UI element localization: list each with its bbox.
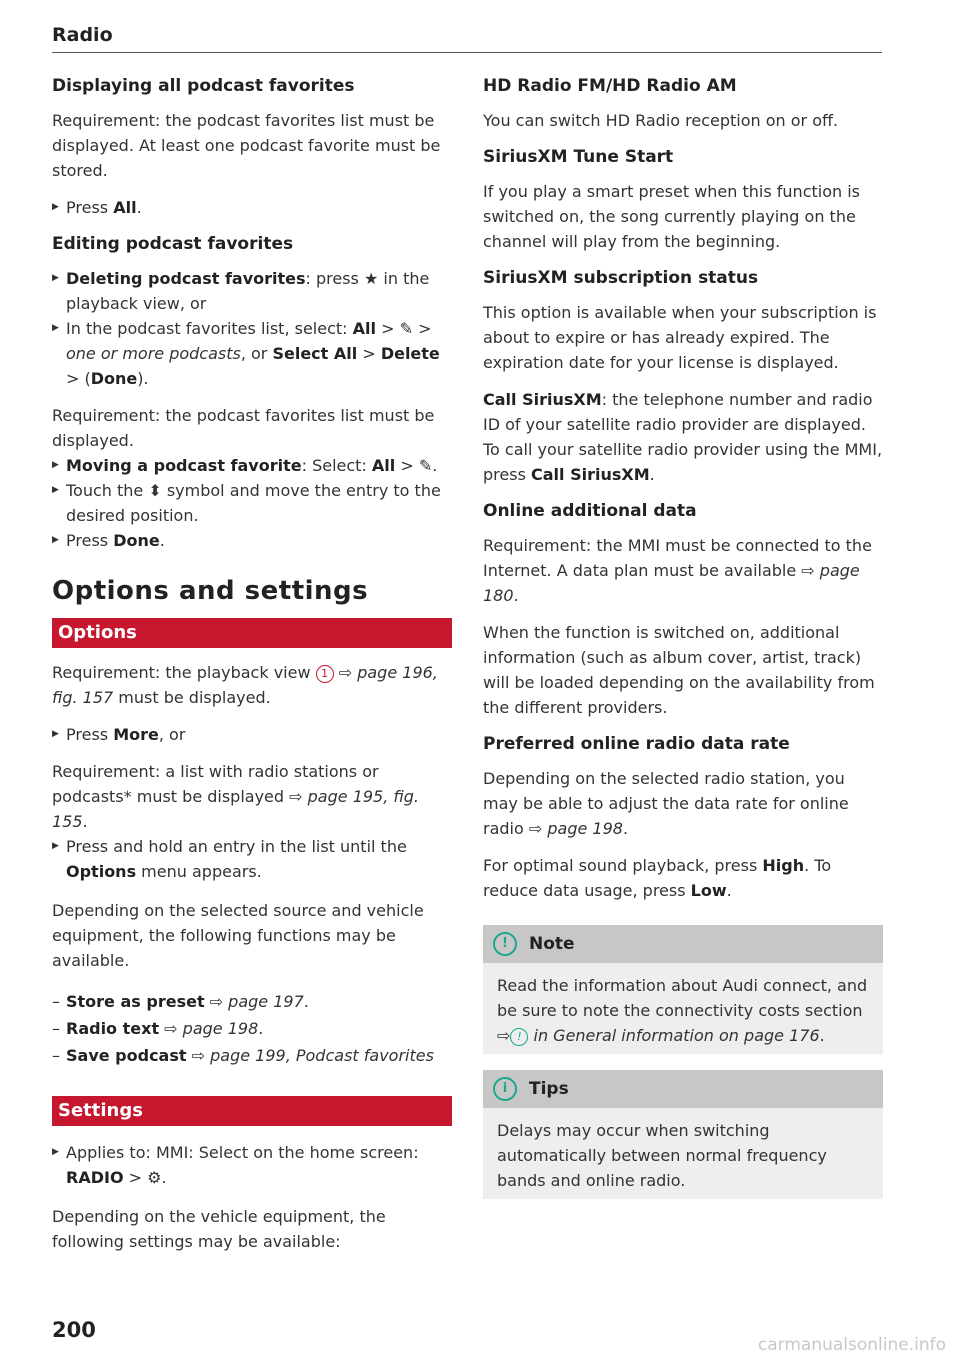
note-icon: ! [493, 932, 517, 956]
paragraph-data-rate: Depending on the selected radio station, you may be able to adjust the data rate for online radio ⇨ page 198. [483, 769, 849, 838]
note-body: Read the information about Audi connect, and be sure to note the connectivity costs section ⇨ ! in General information on page 176. [483, 963, 883, 1054]
paragraph-subscription: This option is available when your subscription is about to expire or has already expired. The expiration date for your license is displayed. [483, 303, 877, 372]
step-press-hold: ▶ Press and hold an entry in the list until the Options menu appears. [52, 834, 452, 884]
paragraph-display-req: Requirement: the podcast favorites list must be displayed. At least one podcast favorite must be stored. [52, 111, 441, 180]
step-touch: ▶ Touch the ⬍ symbol and move the entry to the desired position. [52, 478, 452, 528]
right-column [483, 72, 883, 1199]
item-radio-text: – Radio text ⇨ page 198. [52, 1016, 452, 1041]
tips-icon: i [493, 1077, 517, 1101]
gear-icon: ⚙ [147, 1168, 162, 1187]
paragraph-optimal: For optimal sound playback, press High. To reduce data usage, press Low. [483, 856, 832, 900]
step-applies: ▶ Applies to: MMI: Select on the home screen: RADIO > ⚙. [52, 1140, 452, 1190]
heading-data-rate: Preferred online radio data rate [483, 734, 790, 754]
paragraph-playback-req: Requirement: the playback view 1 ⇨ page 196, fig. 157 must be displayed. [52, 663, 438, 707]
options-bar: Options [52, 618, 452, 648]
paragraph-online-req: Requirement: the MMI must be connected to the Internet. A data plan must be available ⇨ page 180. [483, 536, 872, 605]
heading-display-favorites: Displaying all podcast favorites [52, 76, 355, 96]
step-press-all: ▶ Press All. [52, 195, 452, 220]
tips-body: Delays may occur when switching automatically between normal frequency bands and online radio. [483, 1108, 883, 1199]
note-header: ! Note [483, 925, 883, 963]
heading-tune-start: SiriusXM Tune Start [483, 147, 674, 167]
heading-subscription: SiriusXM subscription status [483, 268, 759, 288]
paragraph-list-req: Requirement: the podcast favorites list must be displayed. [52, 406, 435, 450]
paragraph-tune: If you play a smart preset when this function is switched on, the song currently playing on the channel will play from the beginning. [483, 182, 861, 251]
page-number: 200 [52, 1318, 96, 1342]
heading-online-data: Online additional data [483, 501, 697, 521]
callout-1-icon: 1 [316, 665, 334, 683]
watermark: carmanualsonline.info [757, 1335, 946, 1355]
paragraph-list2-req: Requirement: a list with radio stations or podcasts* must be displayed ⇨ page 195, fig. 155. [52, 762, 419, 831]
page-header [52, 24, 882, 53]
section-title: Options and settings [52, 576, 369, 606]
step-moving: ▶ Moving a podcast favorite: Select: All > ✎. [52, 453, 452, 478]
step-delete: ▶ Deleting podcast favorites: press ★ in the playback view, or [52, 266, 452, 316]
paragraph-call: Call SiriusXM: the telephone number and radio ID of your satellite radio provider are displayed. To call your satellite radio provider using the MMI, press Call SiriusXM. [483, 390, 883, 484]
item-store-preset: – Store as preset ⇨ page 197. [52, 989, 452, 1014]
tips-header: i Tips [483, 1070, 883, 1108]
heading-edit-favorites: Editing podcast favorites [52, 234, 294, 254]
paragraph-hd: You can switch HD Radio reception on or off. [483, 111, 839, 130]
note-box [483, 925, 883, 1054]
tips-box [483, 1070, 883, 1199]
step-list-select: ▶ In the podcast favorites list, select: All > ✎ > one or more podcasts, or Select All > Delete > (Done). [52, 316, 452, 391]
paragraph-depending: Depending on the selected source and vehicle equipment, the following functions may be available. [52, 901, 424, 970]
left-column [52, 72, 452, 1254]
heading-hd-radio: HD Radio FM/HD Radio AM [483, 76, 737, 96]
header-title: Radio [52, 24, 113, 46]
step-press-more: ▶ Press More, or [52, 722, 452, 747]
item-save-podcast: – Save podcast ⇨ page 199, Podcast favorites [52, 1043, 452, 1068]
paragraph-depending2: Depending on the vehicle equipment, the following settings may be available: [52, 1207, 386, 1251]
note-inline-icon: ! [510, 1028, 528, 1046]
settings-bar: Settings [52, 1096, 452, 1126]
paragraph-online-info: When the function is switched on, additional information (such as album cover, artist, track) will be loaded depending on the availability from the different providers. [483, 623, 875, 717]
step-press-done: ▶ Press Done. [52, 528, 452, 553]
